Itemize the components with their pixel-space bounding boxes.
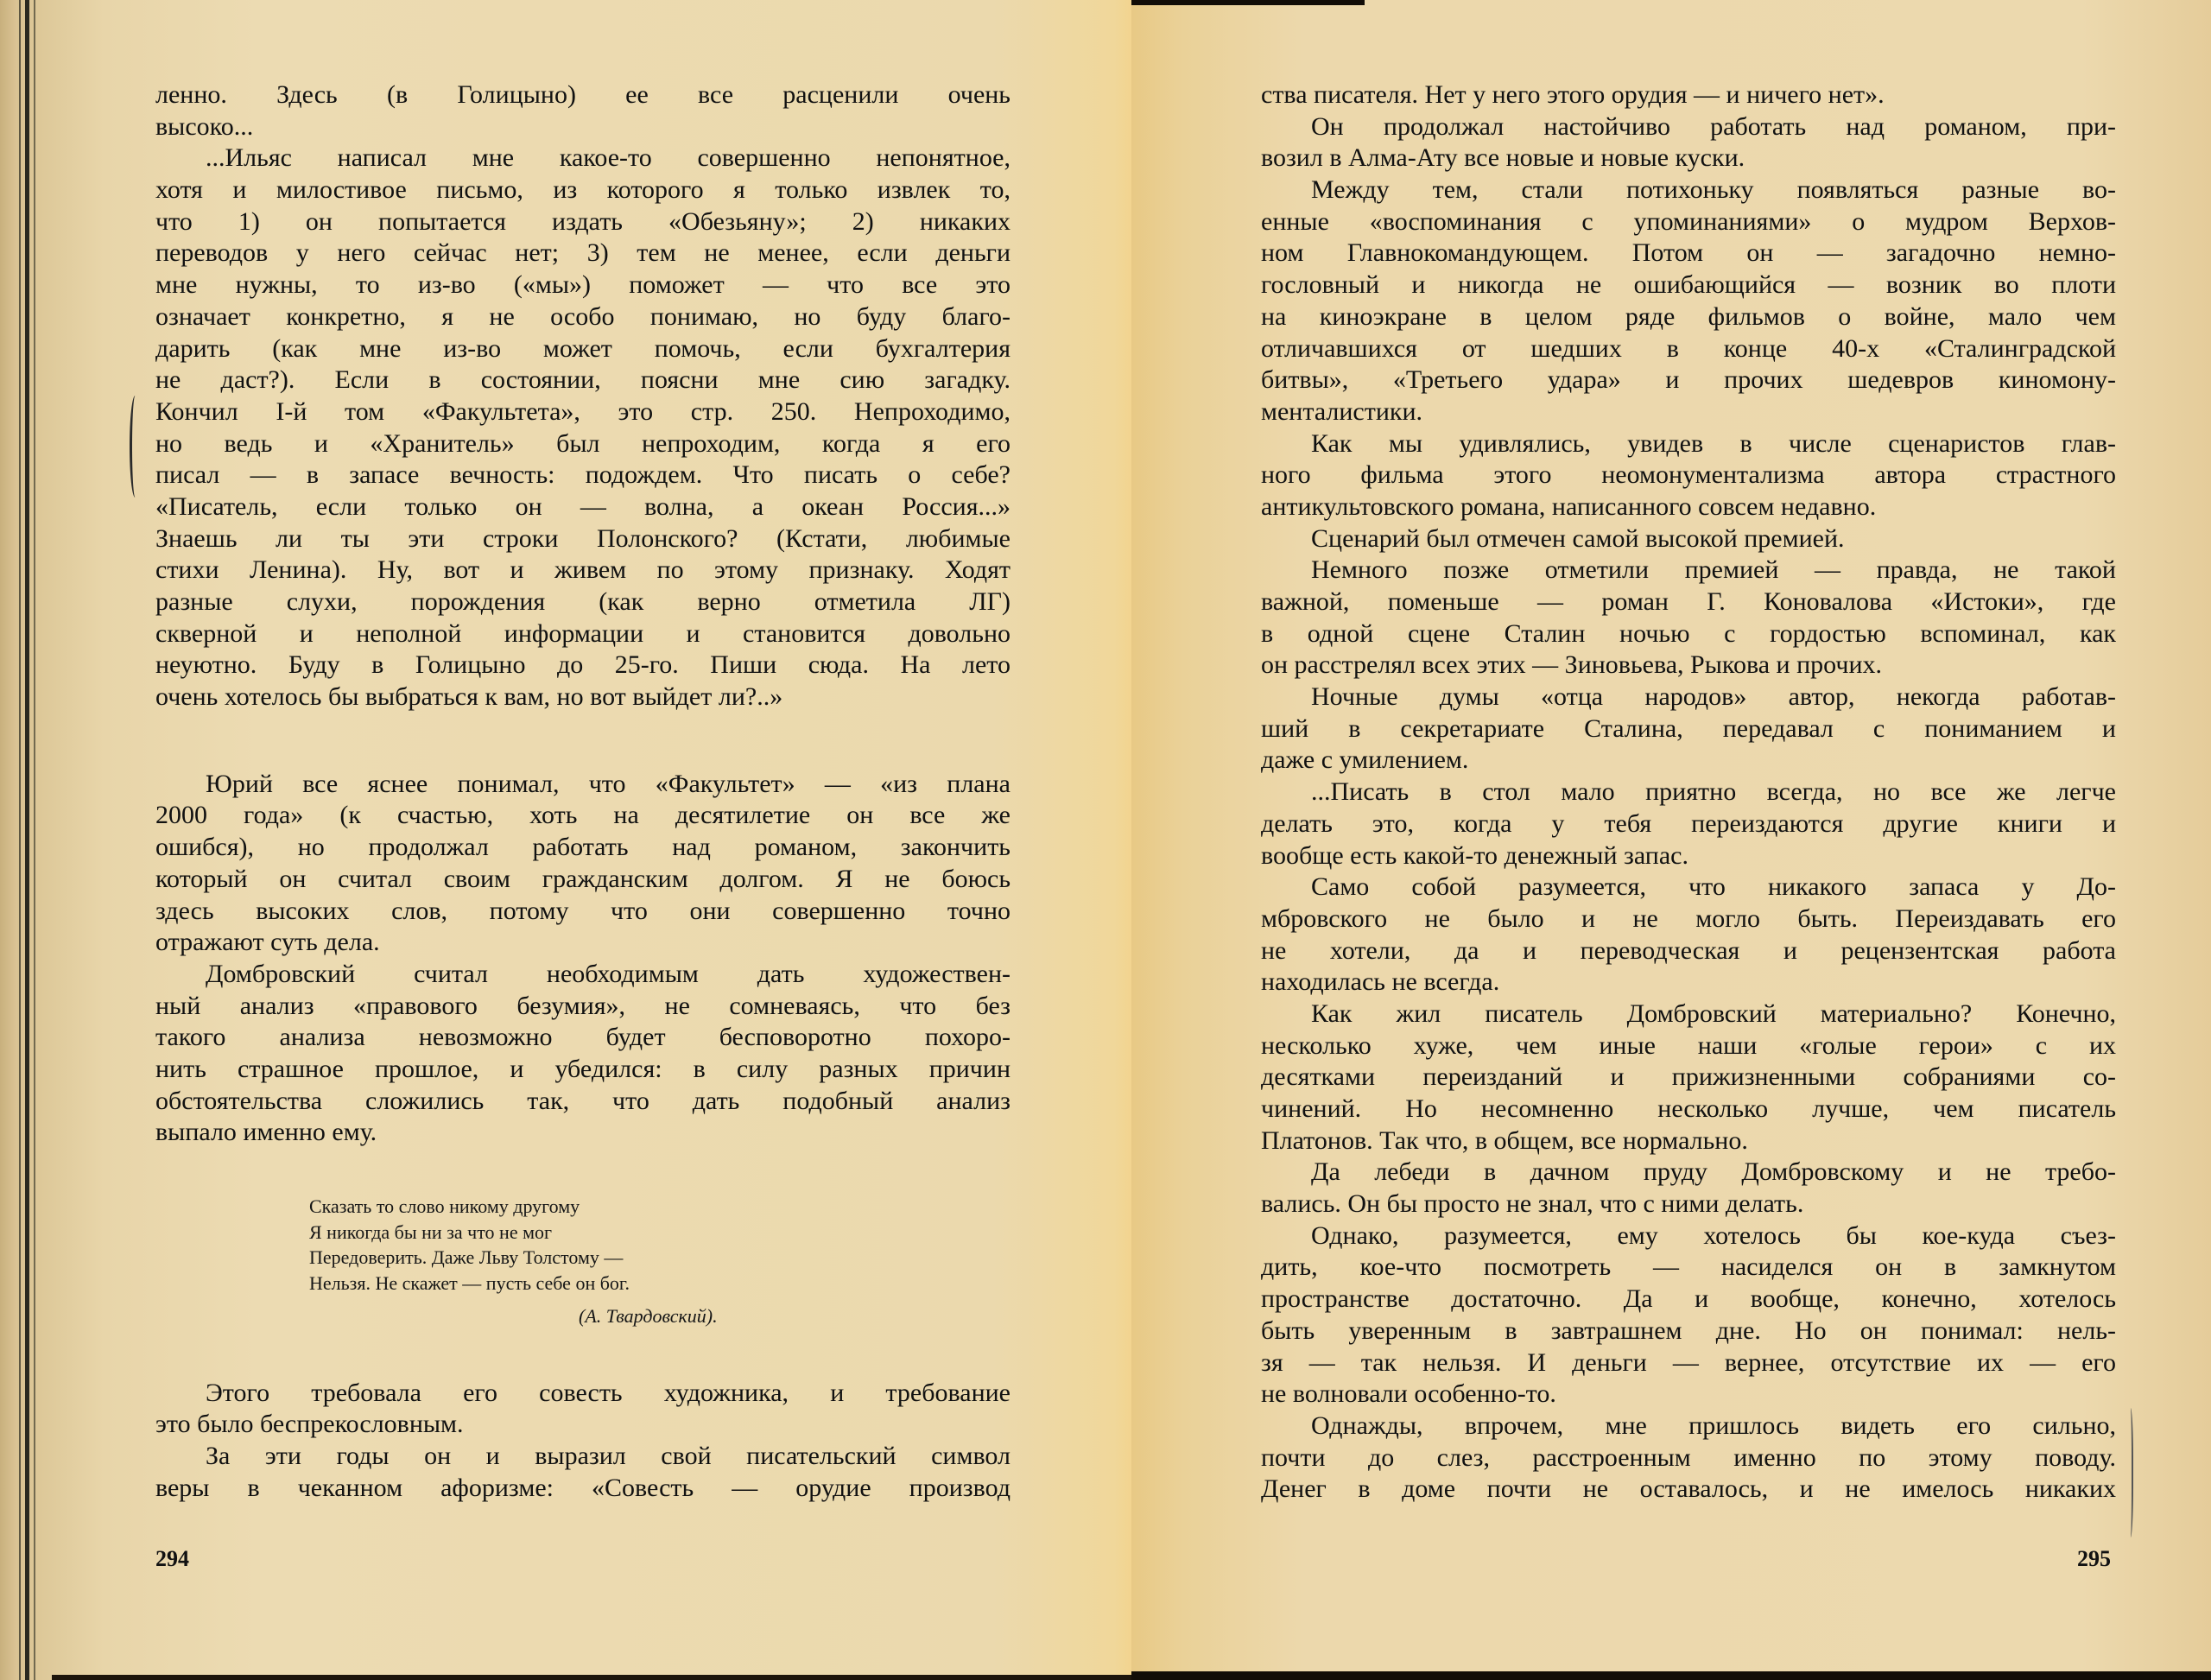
- pencil-margin-mark: [130, 396, 141, 498]
- poem-attribution: (А. Твардовский).: [579, 1305, 718, 1327]
- text-line: Однажды, впрочем, мне пришлось видеть его сильно,: [1311, 1411, 2116, 1440]
- binding-lines: [17, 0, 36, 1680]
- text-line: Однако, разумеется, ему хотелось бы кое-куда съез-: [1311, 1220, 2116, 1250]
- text-line: Между тем, стали потихоньку появляться разные во-: [1311, 175, 2116, 205]
- page-number-right: 295: [2077, 1546, 2111, 1571]
- text-line: переводов у него сейчас нет; 3) тем не менее, если деньги: [155, 238, 1010, 268]
- text-line: очень хотелось бы выбраться к вам, но вот выйдет ли?..»: [155, 682, 783, 712]
- text-line: Сценарий был отмечен самой высокой премией.: [1311, 523, 1845, 553]
- poem-line: Нельзя. Не скажет — пусть себе он бог.: [309, 1271, 630, 1294]
- text-line: важной, поменьше — роман Г. Коновалова «Истоки», где: [1261, 587, 2116, 616]
- text-line: Денег в доме почти не оставалось, и не имелось никаких: [1261, 1474, 2116, 1504]
- bottom-edge-shadow-left: [52, 1675, 1131, 1680]
- text-line: он расстрелял всех этих — Зиновьева, Рыкова и прочих.: [1261, 650, 1883, 680]
- paragraph: [1261, 523, 2116, 555]
- text-line: Само собой разумеется, что никакого запаса у До-: [1311, 872, 2116, 902]
- paragraph: [1261, 872, 2116, 998]
- text-line: быть уверенным в завтрашнем дне. Но он понимал: нель-: [1261, 1315, 2116, 1345]
- text-line: ...Писать в стол мало приятно всегда, но все же легче: [1311, 777, 2116, 807]
- text-line: Платонов. Так что, в общем, все нормально.: [1261, 1125, 1748, 1155]
- text-line: ...Ильяс написал мне какое-то совершенно непонятное,: [206, 143, 1010, 173]
- text-line: отражают суть дела.: [155, 928, 380, 957]
- poem-line: Сказать то слово никому другому: [309, 1195, 580, 1217]
- text-line: даже с умилением.: [1261, 745, 1469, 775]
- text-line: енные «воспоминания с упоминаниями» о мудром Верхов-: [1261, 206, 2116, 236]
- right-page-text: [1261, 79, 2116, 1506]
- paragraph: [155, 143, 1010, 713]
- text-line: вообще есть какой-то денежный запас.: [1261, 840, 1688, 870]
- top-edge-shadow: [1131, 0, 1365, 5]
- text-line: Знаешь ли ты эти строки Полонского? (Кстати, любимые: [155, 523, 1010, 553]
- text-line: 2000 года» (к счастью, хоть на десятилетие он все же: [155, 801, 1010, 830]
- text-line: антикультовского романа, написанного совсем недавно.: [1261, 491, 1877, 521]
- text-line: ный анализ «правового безумия», не сомневаясь, что без: [155, 991, 1010, 1020]
- paragraph: [1261, 777, 2116, 872]
- paragraph: [155, 1441, 1010, 1504]
- paragraph-gap: [155, 713, 1010, 769]
- text-line: менталистики.: [1261, 396, 1423, 426]
- pencil-margin-mark-right: [2126, 1408, 2133, 1537]
- text-line: но ведь и «Хранитель» был непроходим, когда я его: [155, 428, 1010, 458]
- text-line: За эти годы он и выразил свой писательский символ: [206, 1441, 1010, 1470]
- paragraph: [1261, 682, 2116, 777]
- text-line: ного фильма этого неомонументализма автора страстного: [1261, 460, 2116, 490]
- text-line: ошибся), но продолжал работать над романом, закончить: [155, 833, 1010, 862]
- text-line: возил в Алма-Ату все новые и новые куски.: [1261, 143, 1745, 173]
- poem-line: Я никогда бы ни за что не мог: [309, 1220, 553, 1243]
- text-line: Как жил писатель Домбровский материально? Конечно,: [1311, 998, 2116, 1028]
- text-line: здесь высоких слов, потому что они совершенно точно: [155, 896, 1010, 925]
- paragraph: [155, 959, 1010, 1149]
- text-line: такого анализа невозможно будет бесповоротно похоро-: [155, 1023, 1010, 1052]
- text-line: хотя и милостивое письмо, из которого я только извлек то,: [155, 175, 1010, 205]
- text-line: Юрий все яснее понимал, что «Факультет» — «из плана: [206, 769, 1010, 798]
- text-line: стихи Ленина). Ну, вот и живем по этому признаку. Ходят: [155, 555, 1010, 585]
- text-line: «Писатель, если только он — волна, а океан Россия...»: [155, 491, 1010, 521]
- paragraph: [155, 79, 1010, 143]
- text-line: что 1) он попытается издать «Обезьяну»; 2) никаких: [155, 206, 1010, 236]
- text-line: десятками переизданий и прижизненными собраниями со-: [1261, 1062, 2116, 1092]
- text-line: нить страшное прошлое, и убедился: в силу разных причин: [155, 1054, 1010, 1083]
- text-line: пространстве достаточно. Да и вообще, конечно, хотелось: [1261, 1284, 2116, 1314]
- text-line: выпало именно ему.: [155, 1118, 377, 1147]
- text-line: отличавшихся от шедших в конце 40-х «Сталинградской: [1261, 333, 2116, 363]
- paragraph: [1261, 79, 2116, 111]
- text-line: дить, кое-что посмотреть — насиделся он в замкнутом: [1261, 1252, 2116, 1282]
- text-line: на киноэкране в целом ряде фильмов о войне, мало чем: [1261, 301, 2116, 331]
- paragraph: [1261, 555, 2116, 682]
- paragraph: [1261, 1157, 2116, 1220]
- text-line: гословный и никогда не ошибающийся — возник во плоти: [1261, 270, 2116, 300]
- text-line: Как мы удивлялись, увидев в числе сценаристов глав-: [1311, 428, 2116, 458]
- text-line: ший в секретариате Сталина, передавал с пониманием и: [1261, 713, 2116, 743]
- paragraph: [1261, 428, 2116, 523]
- text-line: вались. Он бы просто не знал, что с ними делать.: [1261, 1189, 1804, 1219]
- paragraph: [155, 769, 1010, 959]
- paragraph: [1261, 1411, 2116, 1506]
- text-line: мбровского не было и не могло быть. Переиздавать его: [1261, 903, 2116, 933]
- text-line: Ночные думы «отца народов» автор, некогда работав-: [1311, 682, 2116, 712]
- text-line: высоко...: [155, 111, 254, 141]
- text-line: Немного позже отметили премией — правда, не такой: [1311, 555, 2116, 585]
- text-line: мне нужны, то из-во («мы») поможет — что все это: [155, 270, 1010, 300]
- page-number-left: 294: [155, 1546, 189, 1571]
- text-line: находилась не всегда.: [1261, 967, 1500, 997]
- text-line: дарить (как мне из-во может помочь, если бухгалтерия: [155, 333, 1010, 363]
- text-line: зя — так нельзя. И деньги — вернее, отсутствие их — его: [1261, 1347, 2116, 1377]
- text-line: писал — в запасе вечность: подождем. Что писать о себе?: [155, 460, 1010, 490]
- text-line: Кончил I-й том «Факультета», это стр. 250. Непроходимо,: [155, 396, 1010, 426]
- text-line: неуютно. Буду в Голицыно до 25-го. Пиши сюда. На лето: [155, 650, 1010, 680]
- text-line: Этого требовала его совесть художника, и требование: [206, 1378, 1010, 1407]
- text-line: не даст?). Если в состоянии, поясни мне сию загадку.: [155, 365, 1010, 395]
- poem-epigraph: [309, 1194, 1010, 1329]
- paragraph-gap: [155, 1329, 1010, 1378]
- text-line: ленно. Здесь (в Голицыно) ее все расценили очень: [155, 80, 1010, 109]
- text-line: это было беспрекословным.: [155, 1410, 464, 1439]
- paragraph: [1261, 111, 2116, 174]
- bottom-edge-shadow: [1131, 1671, 2211, 1680]
- text-line: делать это, когда у тебя переиздаются другие книги и: [1261, 808, 2116, 838]
- text-line: несколько хуже, чем иные наши «голые герои» с их: [1261, 1030, 2116, 1060]
- text-line: не хотели, да и переводческая и рецензентская работа: [1261, 935, 2116, 965]
- paragraph: [1261, 174, 2116, 428]
- paragraph-gap: [155, 1149, 1010, 1194]
- poem-line: Передоверить. Даже Льву Толстому —: [309, 1246, 624, 1268]
- left-page-text: [155, 79, 1010, 1504]
- text-line: почти до слез, расстроенным именно по этому поводу.: [1261, 1442, 2116, 1472]
- text-line: Домбровский считал необходимым дать художествен-: [206, 959, 1010, 988]
- text-line: означает конкретно, я не особо понимаю, но буду благо-: [155, 301, 1010, 331]
- paragraph: [155, 1378, 1010, 1441]
- paragraph: [1261, 998, 2116, 1157]
- text-line: не волновали особенно-то.: [1261, 1379, 1556, 1409]
- paragraph: [1261, 1220, 2116, 1411]
- text-line: который он считал своим гражданским долгом. Я не боюсь: [155, 864, 1010, 893]
- text-line: ства писателя. Нет у него этого орудия — и ничего нет».: [1261, 80, 1885, 109]
- text-line: чинений. Но несомненно несколько лучше, чем писатель: [1261, 1094, 2116, 1123]
- text-line: Он продолжал настойчиво работать над романом, при-: [1311, 111, 2116, 141]
- text-line: веры в чеканном афоризме: «Совесть — орудие производ: [155, 1473, 1010, 1502]
- text-line: скверной и неполной информации и становится довольно: [155, 618, 1010, 648]
- text-line: разные слухи, порождения (как верно отметила ЛГ): [155, 587, 1010, 616]
- page-edge: [0, 0, 17, 1680]
- text-line: обстоятельства сложились так, что дать подобный анализ: [155, 1086, 1010, 1115]
- text-line: ном Главнокомандующем. Потом он — загадочно немно-: [1261, 238, 2116, 268]
- text-line: в одной сцене Сталин ночью с гордостью вспоминал, как: [1261, 618, 2116, 648]
- text-line: битвы», «Третьего удара» и прочих шедевров киномону-: [1261, 365, 2116, 395]
- text-line: Да лебеди в дачном пруду Домбровскому и не требо-: [1311, 1157, 2116, 1187]
